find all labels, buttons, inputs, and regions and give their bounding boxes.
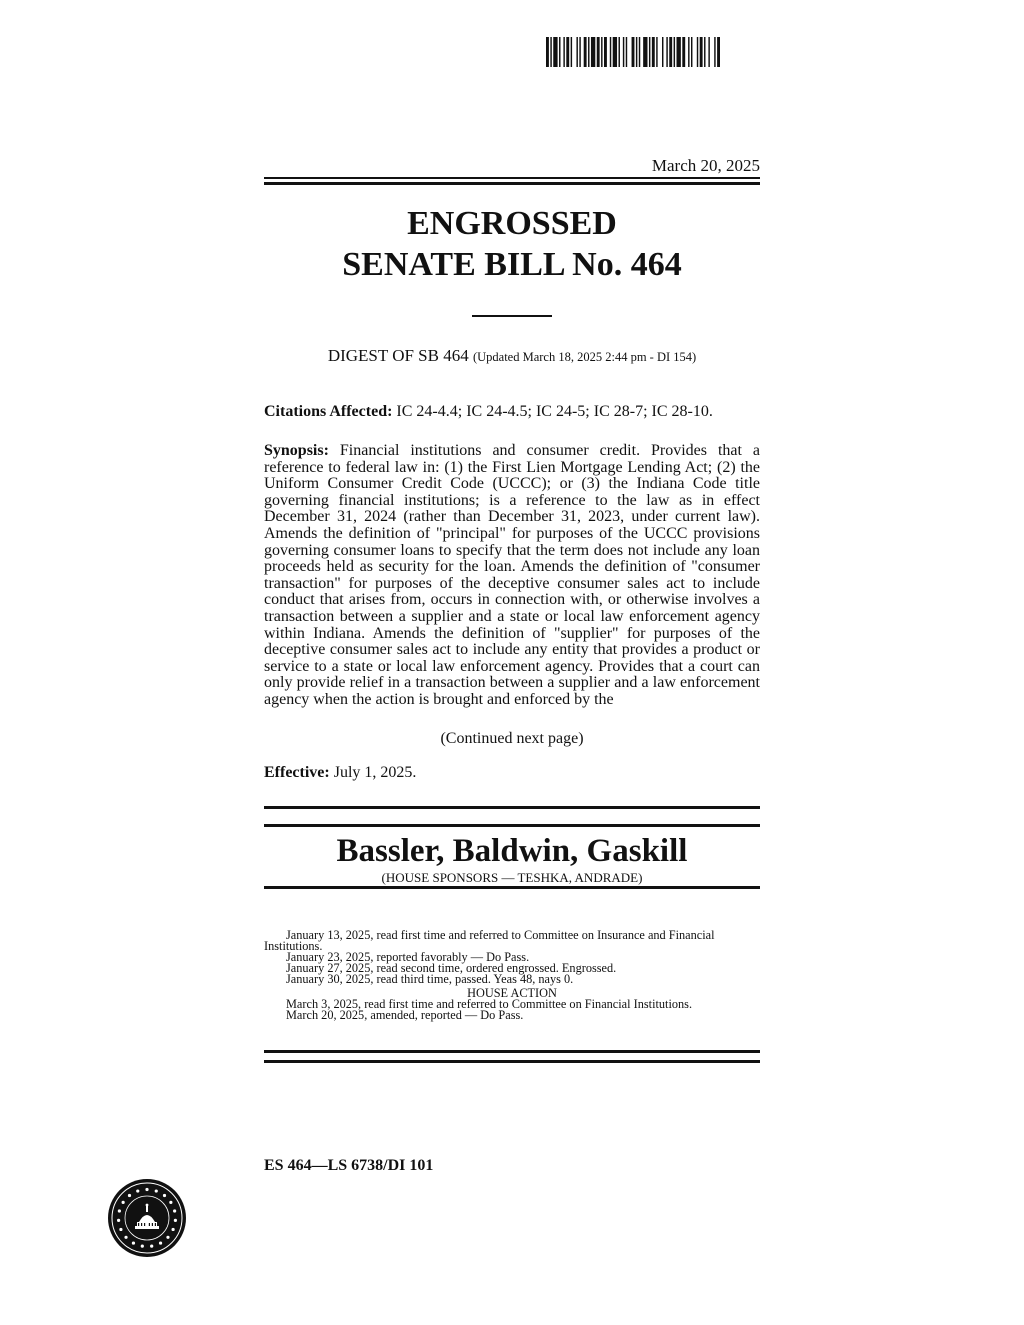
synopsis-label: Synopsis: (264, 442, 329, 459)
senate-sponsors: Bassler, Baldwin, Gaskill (336, 833, 688, 869)
history-senate-1: January 13, 2025, read first time and referred to Committee on Insurance and Financial Institutions. (264, 928, 715, 953)
bill-title-line1: ENGROSSED (407, 205, 617, 242)
continued-note: (Continued next page) (440, 730, 584, 747)
bill-identifier: ES 464—LS 6738/DI 101 (264, 1157, 434, 1174)
effective-date (264, 764, 760, 782)
digest-heading (264, 346, 760, 366)
effective-value: July 1, 2025. (333, 764, 417, 781)
history-house-1: March 3, 2025, read first time and referred to Committee on Financial Institutions. (286, 997, 693, 1011)
bottom-rule-1 (264, 1050, 760, 1053)
top-rule-thin (264, 177, 760, 179)
sponsor-rule-top-2 (264, 824, 760, 827)
sponsor-rule-top-1 (264, 806, 760, 809)
history-senate-2: January 23, 2025, reported favorably — Do Pass. (286, 950, 530, 964)
digest-title: DIGEST OF SB 464 (327, 346, 469, 365)
citations-affected (264, 403, 760, 421)
legislative-history (264, 930, 760, 1021)
synopsis-text: Financial institutions and consumer credit. Provides that a reference to federal law in: (1) the First Lien Mortgage Lending Act; (2) the Uniform Consumer Credit Code (UCCC); or (3) the Indiana Code title governing financial institutions; is a reference to the law as in effect December 31, 2024 (rather than December 31, 2023, under current law). Amends the definition of "principal" for purposes of the UCCC provisions governing consumer loans to specify that the term does not include any loan proceeds held as security for the loan. Amends the definition of "consumer transaction" for purposes of the deceptive consumer sales act to include conduct that arises from, occurs in connection with, or otherwise involves a transaction between a supplier and a state or local law enforcement agency within Indiana. Amends the definition of "supplier" for purposes of the deceptive consumer sales act to include any entity that provides a product or service to a state or local law enforcement agency. Provides that a court can only provide relief in a transaction between a supplier and a law enforcement agency when the action is brought and enforced by the (264, 442, 761, 708)
history-house-heading: HOUSE ACTION (467, 986, 557, 1000)
bottom-rule-2 (264, 1060, 760, 1063)
bill-title-line2: SENATE BILL No. 464 (342, 246, 682, 283)
history-senate-3: January 27, 2025, read second time, ordered engrossed. Engrossed. (286, 961, 617, 975)
top-rule-thick (264, 182, 760, 185)
bill-date: March 20, 2025 (651, 156, 760, 175)
synopsis (264, 443, 760, 709)
digest-updated: (Updated March 18, 2025 2:44 pm - DI 154) (472, 350, 697, 364)
barcode-icon (546, 37, 782, 67)
history-senate-4: January 30, 2025, read third time, passed. Yeas 48, nays 0. (286, 972, 574, 986)
title-divider (472, 315, 552, 317)
history-house-2: March 20, 2025, amended, reported — Do Pass. (286, 1008, 524, 1022)
citations-label: Citations Affected: (264, 403, 393, 420)
house-sponsors: (HOUSE SPONSORS — TESHKA, ANDRADE) (381, 870, 643, 885)
state-seal-icon (107, 1178, 187, 1258)
sponsor-rule-bottom (264, 886, 760, 889)
effective-label: Effective: (264, 764, 330, 781)
citations-value: IC 24-4.4; IC 24-4.5; IC 24-5; IC 28-7; IC 28-10. (396, 403, 713, 420)
